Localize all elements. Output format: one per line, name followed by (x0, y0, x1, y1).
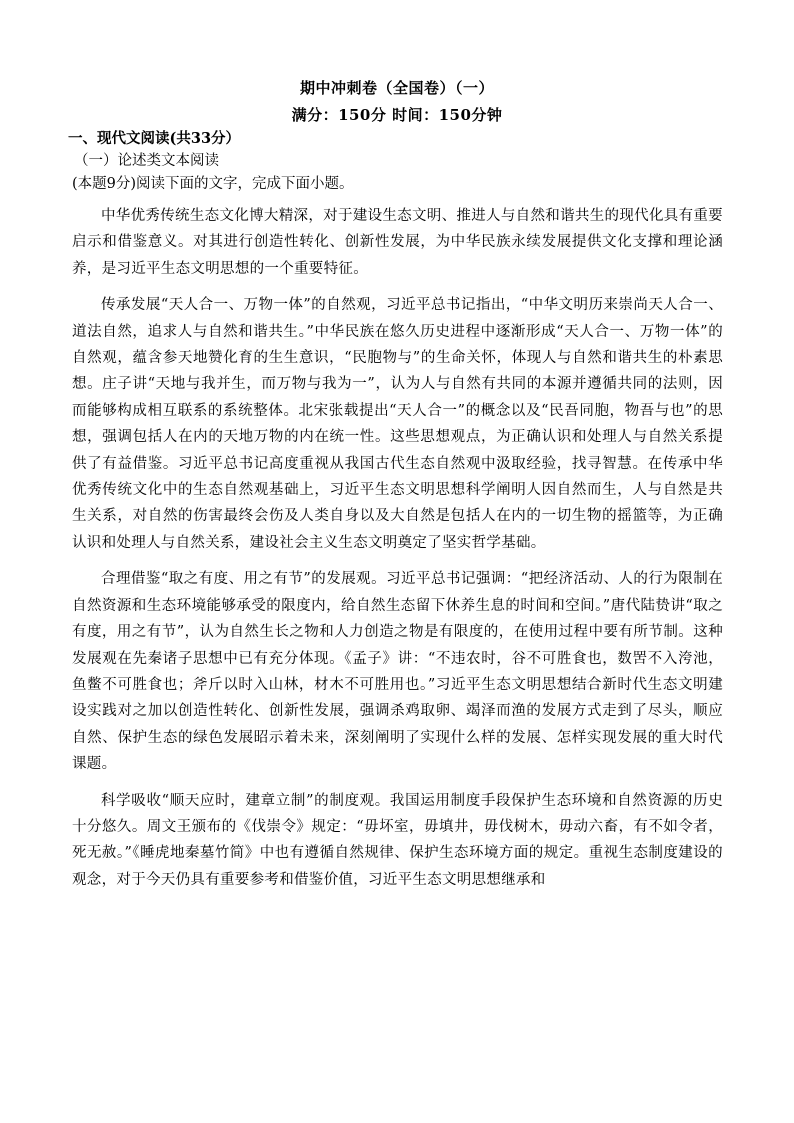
document-title: 期中冲刺卷（全国卷）（一） (299, 79, 494, 97)
section-subheading: （一）论述类文本阅读 (74, 153, 219, 169)
passage-paragraph: 合理借鉴“取之有度、用之有节”的发展观。习近平总书记强调：“把经济活动、人的行为限制在自然资源和生态环境能够承受的限度内，给自然生态留下休养生息的时间和空间。”唐代陆贽讲“取之有度，用之有节”，认为自然生长之物和人力创造之物是有限度的，在使用过程中要有所节制。这种发展观在先秦诸子思想中已有充分体现。《孟子》讲：“不违农时，谷不可胜食也，数罟不入洿池，鱼鳖不可胜食也；斧斤以时入山林，材木不可胜用也。”习近平生态文明思想结合新时代生态文明建设实践对之加以创造性转化、创新性发展，强调杀鸡取卵、竭泽而渔的发展方式走到了尽头，顺应自然、保护生态的绿色发展昭示着未来，深刻阐明了实现什么样的发展、怎样实现发展的重大时代课题。 (72, 571, 723, 773)
passage-paragraph: 中华优秀传统生态文化博大精深，对于建设生态文明、推进人与自然和谐共生的现代化具有重要启示和借鉴意义。对其进行创造性转化、创新性发展，为中华民族永续发展提供文化支撑和理论涵养，是习近平生态文明思想的一个重要特征。 (72, 208, 723, 277)
passage-paragraph: 科学吸收“顺天应时，建章立制”的制度观。我国运用制度手段保护生态环境和自然资源的历史十分悠久。周文王颁布的《伐崇令》规定：“毋坏室，毋填井，毋伐树木，毋动六畜，有不如令者，死无赦。”《睡虎地秦墓竹简》中也有遵循自然规律、保护生态环境方面的规定。重视生态制度建设的观念，对于今天仍具有重要参考和借鉴价值，习近平生态文明思想继承和 (72, 792, 723, 888)
document-subtitle: 满分：150分 时间：150分钟 (291, 106, 503, 124)
section-heading: 一、现代文阅读(共33分） (68, 130, 241, 147)
reading-instruction: (本题9分)阅读下面的文字，完成下面小题。 (72, 176, 354, 192)
passage-paragraph: 传承发展“天人合一、万物一体”的自然观，习近平总书记指出，“中华文明历来崇尚天人合一、道法自然，追求人与自然和谐共生。”中华民族在悠久历史进程中逐渐形成“天人合一、万物一体”的自然观，蕴含参天地赞化育的生生意识，“民胞物与”的生命关怀，体现人与自然和谐共生的朴素思想。庄子讲“天地与我并生，而万物与我为一”，认为人与自然有共同的本源并遵循共同的法则，因而能够构成相互联系的系统整体。北宋张载提出“天人合一”的概念以及“民吾同胞，物吾与也”的思想，强调包括人在内的天地万物的内在统一性。这些思想观点，为正确认识和处理人与自然关系提供了有益借鉴。习近平总书记高度重视从我国古代生态自然观中汲取经验，找寻智慧。在传承中华优秀传统文化中的生态自然观基础上，习近平生态文明思想科学阐明人因自然而生，人与自然是共生关系，对自然的伤害最终会伤及人类自身以及大自然是包括人在内的一切生物的摇篮等，为正确认识和处理人与自然关系，建设社会主义生态文明奠定了坚实哲学基础。 (72, 297, 723, 551)
reading-passage (72, 203, 723, 903)
